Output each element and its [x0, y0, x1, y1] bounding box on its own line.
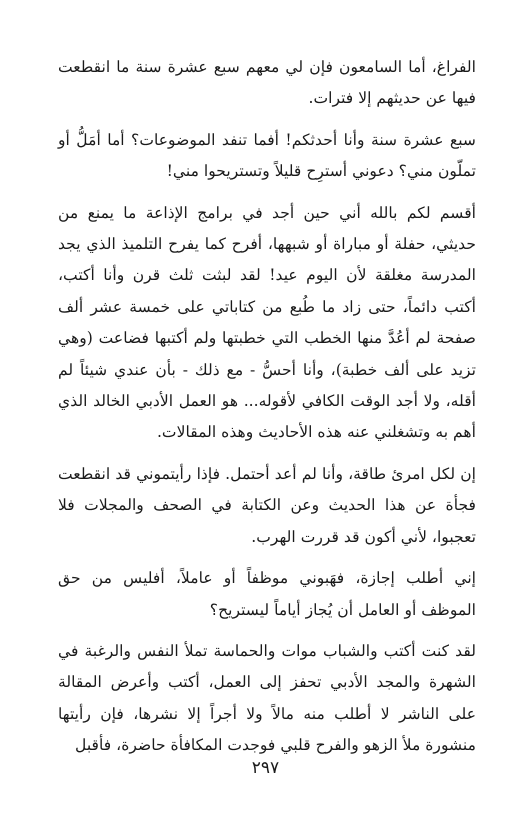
paragraph-4: إن لكل امرئ طاقة، وأنا لم أعد أحتمل. فإذا رأيتموني قد انقطعت فجأة عن هذا الحديث وعن الكتابة في الصحف والمجلات فلا تعجبوا، لأني أكون قد قررت الهرب.: [58, 464, 476, 546]
paragraph-5: إني أطلب إجازة، فهَبوني موظفاً أو عاملاً، أفليس من حق الموظف أو العامل أن يُجاز أياماً ليستريح؟: [58, 569, 476, 619]
paragraph-6: لقد كنت أكتب والشباب موات والحماسة تملأ النفس والرغبة في الشهرة والمجد الأدبي تحفز إلى العمل، أكتب وأعرض المقالة على الناشر لا أطلب منه مالاً ولا أجراً إلا نشرها، فإن رأيتها منشورة ملأ الزهو والفرح قلبي فوجدت المكافأة حاضرة، فأقبل: [58, 641, 476, 755]
paragraph-3: أقسم لكم بالله أني حين أجد في برامج الإذاعة ما يمنع من حديثي، حفلة أو مباراة أو شبهها، أفرح كما يفرح التلميذ الذي يجد المدرسة مغلقة لأن اليوم عيد! لقد لبثت ثلث قرن وأنا أكتب، أكتب دائماً، حتى زاد ما طُبع من كتاباتي على خمسة عشر ألف صفحة لم أعُدَّ منها الخطب التي خطبتها ولم أكتبها فضاعت (وهي تزيد على ألف خطبة)، وأنا أحسُّ - مع ذلك - بأن عندي شيئاً لم أقله، ولا أجد الوقت الكافي لأقوله... هو العمل الأدبي الخالد الذي أهم به وتشغلني عنه هذه الأحاديث وهذه المقالات.: [58, 203, 476, 442]
page-number: ٢٩٧: [251, 758, 280, 778]
paragraph-2: سبع عشرة سنة وأنا أحدثكم! أفما تنفد الموضوعات؟ أما أمَلُّ أو تملّون مني؟ دعوني أسترِح قليلاً وتستريحوا مني!: [58, 130, 476, 181]
page-body: [58, 52, 476, 762]
paragraph-1: الفراغ، أما السامعون فإن لي معهم سبع عشرة سنة ما انقطعت فيها عن حديثهم إلا فترات.: [58, 58, 476, 108]
